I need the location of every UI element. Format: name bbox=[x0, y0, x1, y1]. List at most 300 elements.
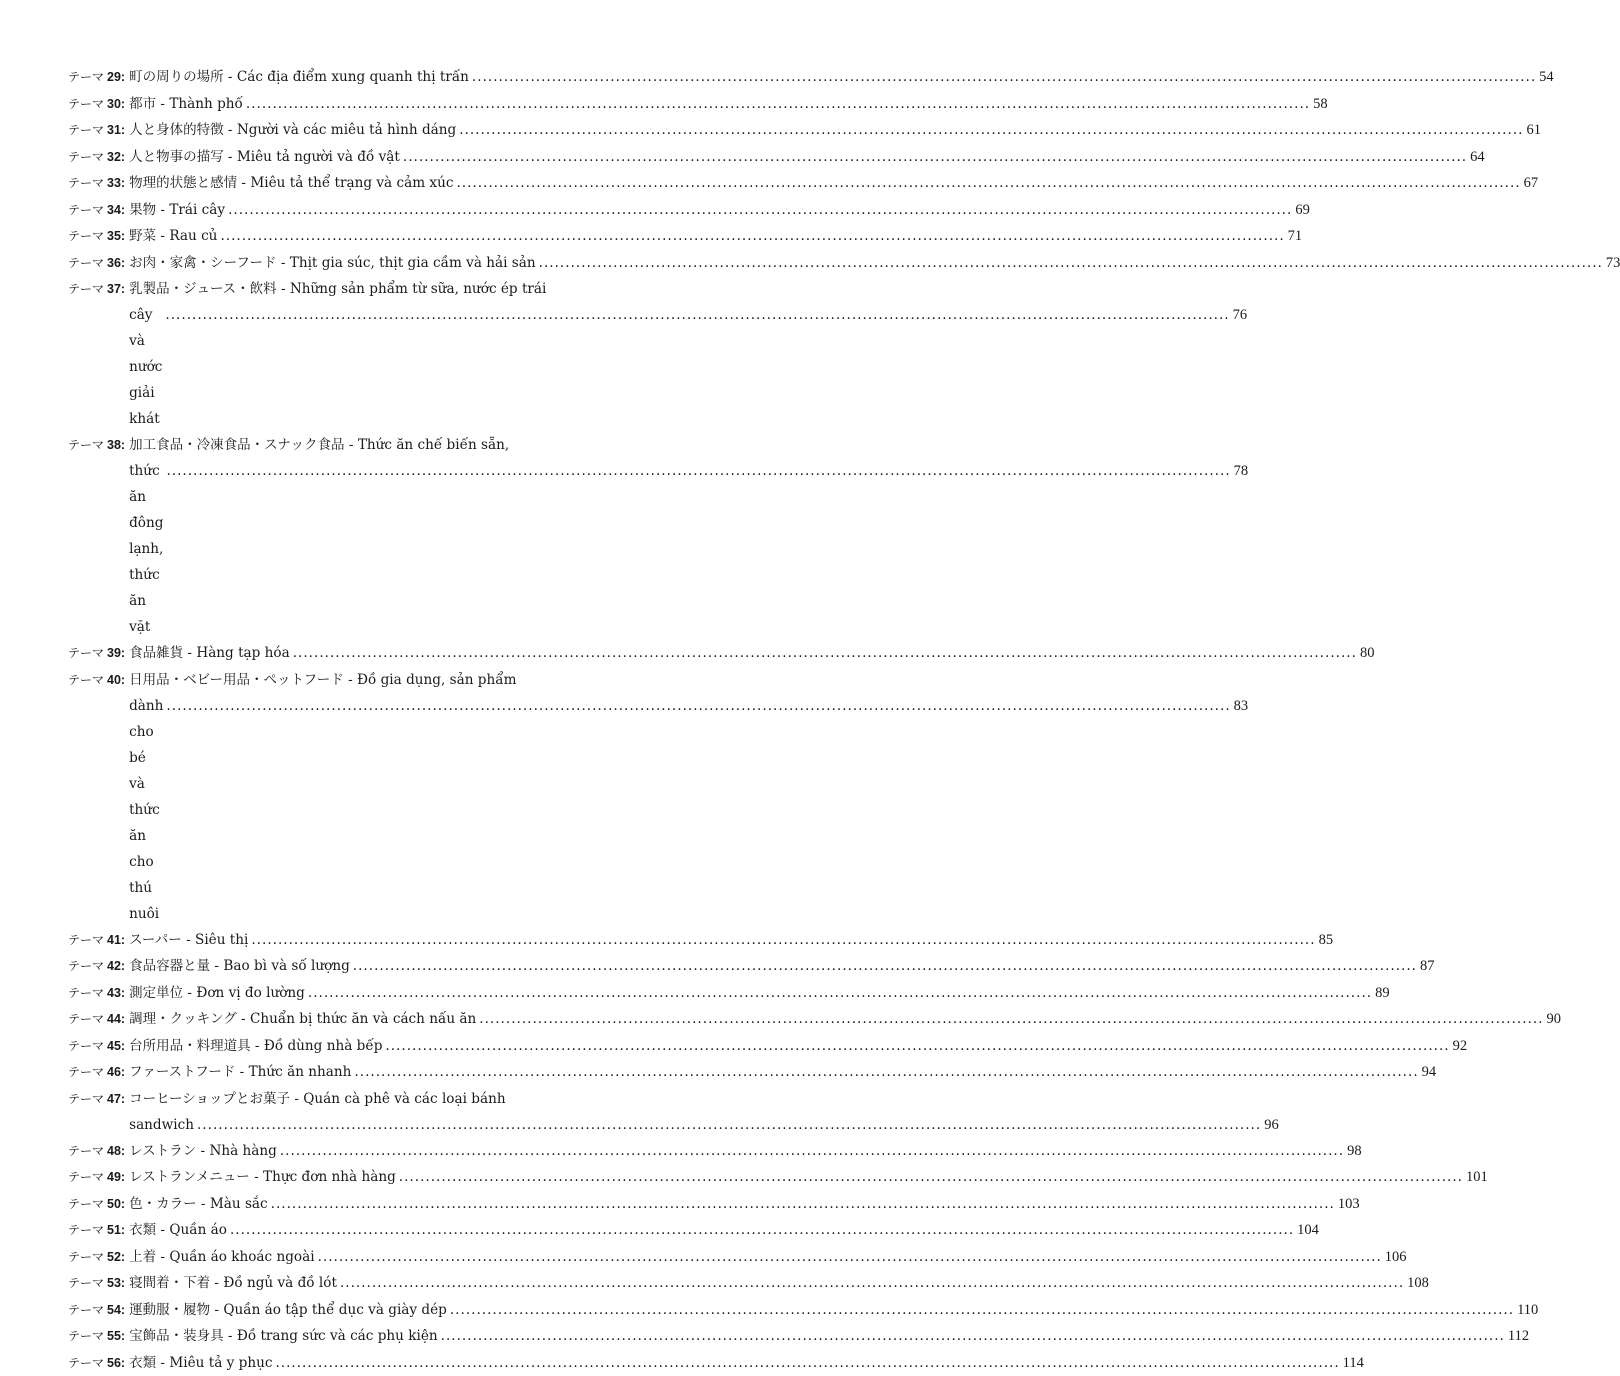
entry-body bbox=[129, 927, 626, 954]
entry-title bbox=[129, 1006, 476, 1033]
page-number: 90 bbox=[1546, 1006, 1561, 1033]
entry-body bbox=[129, 1164, 626, 1191]
title-separator: - bbox=[210, 1302, 223, 1318]
theme-prefix: テーマ bbox=[68, 986, 104, 1000]
title-japanese: 都市 bbox=[129, 96, 156, 112]
toc-entry-42[interactable] bbox=[68, 953, 626, 980]
title-vietnamese: Quần áo khoác ngoài bbox=[169, 1249, 314, 1265]
theme-prefix: テーマ bbox=[68, 229, 104, 243]
theme-num: 29: bbox=[107, 70, 125, 84]
title-japanese: 衣類 bbox=[129, 1355, 156, 1371]
dot-leader bbox=[271, 1191, 1335, 1218]
theme-number bbox=[68, 1086, 125, 1113]
toc-entry-40[interactable] bbox=[68, 667, 626, 927]
entry-title bbox=[129, 1086, 1279, 1112]
entry-title bbox=[129, 1138, 277, 1165]
theme-number bbox=[68, 640, 125, 667]
title-japanese: 町の周りの場所 bbox=[129, 69, 224, 85]
entry-title bbox=[129, 223, 217, 250]
toc-entry-34[interactable] bbox=[68, 197, 626, 224]
entry-body bbox=[129, 144, 626, 171]
title-japanese: コーヒーショップとお菓子 bbox=[129, 1091, 290, 1107]
page-number: 110 bbox=[1517, 1297, 1538, 1324]
theme-prefix: テーマ bbox=[68, 1092, 104, 1106]
entry-title bbox=[129, 64, 469, 91]
title-vietnamese: Chuẩn bị thức ăn và cách nấu ăn bbox=[250, 1011, 476, 1027]
page-number: 67 bbox=[1524, 170, 1539, 197]
dot-leader bbox=[230, 1217, 1294, 1244]
title-vietnamese: Rau củ bbox=[169, 228, 217, 244]
title-vietnamese: Miêu tả thể trạng và cảm xúc bbox=[250, 175, 453, 191]
title-separator: - bbox=[197, 1196, 210, 1212]
theme-num: 55: bbox=[107, 1329, 125, 1343]
toc-entry-56[interactable] bbox=[68, 1350, 626, 1376]
toc-entry-49[interactable] bbox=[68, 1164, 626, 1191]
table-of-contents bbox=[68, 64, 626, 1376]
page-number: 103 bbox=[1338, 1191, 1360, 1218]
title-separator: - bbox=[183, 645, 196, 661]
title-separator: - bbox=[156, 1222, 169, 1238]
title-japanese: お肉・家禽・シーフード bbox=[129, 255, 276, 271]
theme-number bbox=[68, 1323, 125, 1350]
title-continuation: dành cho bé và thức ăn cho thú nuôi bbox=[129, 693, 163, 927]
theme-prefix: テーマ bbox=[68, 1250, 104, 1264]
title-vietnamese: Siêu thị bbox=[195, 932, 248, 948]
theme-num: 51: bbox=[107, 1223, 125, 1237]
title-japanese: 宝飾品・装身具 bbox=[129, 1328, 224, 1344]
entry-title bbox=[129, 432, 1248, 458]
title-separator: - bbox=[156, 1355, 169, 1371]
title-japanese: スーパー bbox=[129, 932, 182, 948]
title-japanese: 乳製品・ジュース・飲料 bbox=[129, 281, 277, 297]
dot-leader bbox=[479, 1006, 1543, 1033]
entry-body bbox=[129, 1350, 626, 1376]
title-japanese: 衣類 bbox=[129, 1222, 156, 1238]
dot-leader bbox=[399, 1164, 1463, 1191]
entry-body bbox=[129, 223, 626, 250]
entry-body bbox=[129, 170, 626, 197]
theme-num: 56: bbox=[107, 1356, 125, 1370]
entry-title bbox=[129, 953, 350, 980]
entry-title bbox=[129, 170, 453, 197]
theme-number bbox=[68, 144, 125, 171]
theme-prefix: テーマ bbox=[68, 1039, 104, 1053]
entry-title bbox=[129, 1297, 447, 1324]
title-vietnamese: Bao bì và số lượng bbox=[223, 958, 349, 974]
title-japanese: 野菜 bbox=[129, 228, 156, 244]
theme-number bbox=[68, 432, 125, 459]
title-japanese: 寝間着・下着 bbox=[129, 1275, 210, 1291]
toc-entry-54[interactable] bbox=[68, 1297, 626, 1324]
page-number: 54 bbox=[1539, 64, 1554, 91]
theme-num: 36: bbox=[107, 256, 125, 270]
title-japanese: レストランメニュー bbox=[129, 1169, 250, 1185]
title-vietnamese: Miêu tả người và đồ vật bbox=[237, 149, 400, 165]
title-japanese: 加工食品・冷凍食品・スナック食品 bbox=[129, 437, 344, 453]
theme-number bbox=[68, 1006, 125, 1033]
page-number: 101 bbox=[1466, 1164, 1488, 1191]
theme-number bbox=[68, 170, 125, 197]
dot-leader bbox=[228, 197, 1292, 224]
entry-body bbox=[129, 432, 1248, 640]
entry-body bbox=[129, 91, 626, 118]
page-number: 69 bbox=[1295, 197, 1310, 224]
entry-title bbox=[129, 276, 1247, 302]
theme-prefix: テーマ bbox=[68, 1012, 104, 1026]
theme-num: 32: bbox=[107, 150, 125, 164]
entry-body bbox=[129, 1244, 626, 1271]
title-separator: - bbox=[156, 1249, 169, 1265]
theme-number bbox=[68, 117, 125, 144]
entry-title bbox=[129, 1323, 438, 1350]
title-japanese: 果物 bbox=[129, 202, 156, 218]
entry-body bbox=[129, 276, 1247, 432]
theme-prefix: テーマ bbox=[68, 646, 104, 660]
title-vietnamese: Thức ăn nhanh bbox=[249, 1064, 352, 1080]
theme-num: 49: bbox=[107, 1170, 125, 1184]
theme-num: 53: bbox=[107, 1276, 125, 1290]
entry-title bbox=[129, 980, 305, 1007]
dot-leader bbox=[275, 1350, 1339, 1376]
toc-entry-50[interactable] bbox=[68, 1191, 626, 1218]
entry-title bbox=[129, 1033, 382, 1060]
title-japanese: 日用品・ベビー用品・ペットフード bbox=[129, 672, 344, 688]
toc-entry-53[interactable] bbox=[68, 1270, 626, 1297]
title-japanese: 人と身体的特徴 bbox=[129, 122, 224, 138]
toc-entry-39[interactable] bbox=[68, 640, 626, 667]
theme-number bbox=[68, 1244, 125, 1271]
dot-leader bbox=[472, 64, 1536, 91]
theme-prefix: テーマ bbox=[68, 203, 104, 217]
page-number: 104 bbox=[1297, 1217, 1319, 1244]
theme-prefix: テーマ bbox=[68, 1303, 104, 1317]
entry-title-line2 bbox=[129, 302, 1247, 432]
entry-body bbox=[129, 640, 626, 667]
title-separator: - bbox=[345, 437, 358, 453]
toc-entry-45[interactable] bbox=[68, 1033, 626, 1060]
title-vietnamese: Người và các miêu tả hình dáng bbox=[237, 122, 456, 138]
dot-leader bbox=[354, 1059, 1418, 1086]
entry-title bbox=[129, 927, 248, 954]
title-separator: - bbox=[210, 958, 223, 974]
entry-title bbox=[129, 197, 225, 224]
title-japanese: 色・カラー bbox=[129, 1196, 197, 1212]
dot-leader bbox=[246, 91, 1310, 118]
theme-number bbox=[68, 276, 125, 303]
entry-title bbox=[129, 91, 243, 118]
theme-prefix: テーマ bbox=[68, 1197, 104, 1211]
toc-entry-33[interactable] bbox=[68, 170, 626, 197]
entry-title bbox=[129, 1217, 227, 1244]
entry-body bbox=[129, 1270, 626, 1297]
theme-num: 46: bbox=[107, 1065, 125, 1079]
title-japanese: 人と物事の描写 bbox=[129, 149, 224, 165]
entry-body bbox=[129, 197, 626, 224]
theme-num: 39: bbox=[107, 646, 125, 660]
dot-leader bbox=[166, 693, 1230, 719]
title-vietnamese: Đơn vị đo lường bbox=[196, 985, 305, 1001]
entry-title bbox=[129, 250, 536, 277]
theme-number bbox=[68, 667, 125, 694]
title-separator: - bbox=[156, 228, 169, 244]
title-separator: - bbox=[250, 1169, 263, 1185]
dot-leader bbox=[251, 927, 1315, 954]
title-separator: - bbox=[290, 1091, 303, 1107]
theme-number bbox=[68, 1270, 125, 1297]
dot-leader bbox=[280, 1138, 1344, 1165]
title-continuation: cây và nước giải khát bbox=[129, 302, 162, 432]
title-japanese: 台所用品・料理道具 bbox=[129, 1038, 251, 1054]
entry-body bbox=[129, 667, 1248, 927]
theme-number bbox=[68, 64, 125, 91]
page-number: 71 bbox=[1288, 223, 1303, 250]
toc-entry-52[interactable] bbox=[68, 1244, 626, 1271]
title-continuation: thức ăn đông lạnh, thức ăn vặt bbox=[129, 458, 163, 640]
toc-entry-48[interactable] bbox=[68, 1138, 626, 1165]
dot-leader bbox=[441, 1323, 1505, 1350]
toc-entry-30[interactable] bbox=[68, 91, 626, 118]
title-vietnamese: Đồ dùng nhà bếp bbox=[264, 1038, 383, 1054]
theme-prefix: テーマ bbox=[68, 150, 104, 164]
entry-body bbox=[129, 953, 626, 980]
theme-prefix: テーマ bbox=[68, 256, 104, 270]
dot-leader bbox=[403, 144, 1467, 171]
page-number: 89 bbox=[1375, 980, 1390, 1007]
dot-leader bbox=[220, 223, 1284, 250]
entry-title bbox=[129, 1059, 351, 1086]
page-number: 114 bbox=[1343, 1350, 1364, 1376]
title-separator: - bbox=[224, 149, 237, 165]
theme-prefix: テーマ bbox=[68, 1276, 104, 1290]
toc-entry-29[interactable] bbox=[68, 64, 626, 91]
title-separator: - bbox=[183, 985, 196, 1001]
theme-prefix: テーマ bbox=[68, 1356, 104, 1370]
toc-entry-36[interactable] bbox=[68, 250, 626, 277]
page-number: 61 bbox=[1526, 117, 1541, 144]
entry-title bbox=[129, 640, 290, 667]
entry-body bbox=[129, 117, 626, 144]
toc-entry-31[interactable] bbox=[68, 117, 626, 144]
dot-leader bbox=[353, 953, 1417, 980]
entry-body bbox=[129, 1191, 626, 1218]
theme-prefix: テーマ bbox=[68, 176, 104, 190]
theme-number bbox=[68, 197, 125, 224]
title-vietnamese: Thành phố bbox=[169, 96, 243, 112]
title-japanese: 食品雑貨 bbox=[129, 645, 183, 661]
theme-prefix: テーマ bbox=[68, 97, 104, 111]
dot-leader bbox=[165, 302, 1229, 328]
entry-title bbox=[129, 1350, 272, 1376]
entry-title bbox=[129, 667, 1248, 693]
title-separator: - bbox=[182, 932, 195, 948]
entry-body bbox=[129, 1217, 626, 1244]
title-separator: - bbox=[156, 202, 169, 218]
toc-entry-43[interactable] bbox=[68, 980, 626, 1007]
title-vietnamese: Miêu tả y phục bbox=[169, 1355, 272, 1371]
title-vietnamese: Màu sắc bbox=[210, 1196, 268, 1212]
entry-body bbox=[129, 64, 626, 91]
theme-prefix: テーマ bbox=[68, 1065, 104, 1079]
theme-prefix: テーマ bbox=[68, 70, 104, 84]
title-separator: - bbox=[210, 1275, 223, 1291]
entry-title bbox=[129, 1191, 268, 1218]
toc-entry-51[interactable] bbox=[68, 1217, 626, 1244]
theme-number bbox=[68, 927, 125, 954]
entry-body bbox=[129, 1138, 626, 1165]
title-continuation: sandwich bbox=[129, 1112, 194, 1138]
entry-title bbox=[129, 1270, 337, 1297]
page-number: 108 bbox=[1407, 1270, 1429, 1297]
page-number: 58 bbox=[1313, 91, 1328, 118]
entry-body bbox=[129, 250, 626, 277]
title-vietnamese: Thức ăn chế biến sẵn, bbox=[358, 437, 509, 453]
dot-leader bbox=[450, 1297, 1514, 1324]
theme-number bbox=[68, 1138, 125, 1165]
title-japanese: 上着 bbox=[129, 1249, 156, 1265]
theme-num: 33: bbox=[107, 176, 125, 190]
title-separator: - bbox=[235, 1064, 248, 1080]
title-separator: - bbox=[196, 1143, 209, 1159]
theme-number bbox=[68, 1033, 125, 1060]
entry-body bbox=[129, 980, 626, 1007]
theme-number bbox=[68, 223, 125, 250]
entry-title-line2 bbox=[129, 1112, 1279, 1138]
title-separator: - bbox=[344, 672, 357, 688]
page-number: 96 bbox=[1264, 1112, 1279, 1138]
title-separator: - bbox=[237, 175, 250, 191]
title-japanese: 物理的状態と感情 bbox=[129, 175, 237, 191]
entry-title bbox=[129, 1164, 396, 1191]
page-number: 98 bbox=[1347, 1138, 1362, 1165]
entry-title bbox=[129, 144, 400, 171]
page-number: 85 bbox=[1319, 927, 1334, 954]
theme-num: 38: bbox=[107, 438, 125, 452]
title-separator: - bbox=[224, 122, 237, 138]
entry-title bbox=[129, 117, 456, 144]
theme-prefix: テーマ bbox=[68, 933, 104, 947]
title-japanese: 運動服・履物 bbox=[129, 1302, 210, 1318]
theme-num: 48: bbox=[107, 1144, 125, 1158]
theme-prefix: テーマ bbox=[68, 959, 104, 973]
theme-num: 50: bbox=[107, 1197, 125, 1211]
entry-body bbox=[129, 1059, 626, 1086]
title-vietnamese: Đồ ngủ và đồ lót bbox=[223, 1275, 337, 1291]
page-number: 83 bbox=[1234, 693, 1249, 719]
theme-number bbox=[68, 1217, 125, 1244]
title-vietnamese: Đồ gia dụng, sản phẩm bbox=[357, 672, 516, 688]
title-japanese: レストラン bbox=[129, 1143, 196, 1159]
title-separator: - bbox=[224, 69, 237, 85]
title-separator: - bbox=[224, 1328, 237, 1344]
page-number: 87 bbox=[1420, 953, 1435, 980]
page-number: 112 bbox=[1508, 1323, 1529, 1350]
page-number: 64 bbox=[1470, 144, 1485, 171]
theme-num: 42: bbox=[107, 959, 125, 973]
page-number: 78 bbox=[1234, 458, 1249, 484]
theme-prefix: テーマ bbox=[68, 1223, 104, 1237]
entry-title bbox=[129, 1244, 314, 1271]
toc-entry-46[interactable] bbox=[68, 1059, 626, 1086]
theme-number bbox=[68, 1350, 125, 1376]
dot-leader bbox=[456, 170, 1520, 197]
theme-num: 43: bbox=[107, 986, 125, 1000]
title-japanese: 食品容器と量 bbox=[129, 958, 210, 974]
theme-prefix: テーマ bbox=[68, 123, 104, 137]
page-number: 80 bbox=[1360, 640, 1375, 667]
title-japanese: ファーストフード bbox=[129, 1064, 235, 1080]
theme-num: 30: bbox=[107, 97, 125, 111]
title-vietnamese: Thịt gia súc, thịt gia cầm và hải sản bbox=[290, 255, 536, 271]
entry-body bbox=[129, 1086, 1279, 1138]
page-number: 73 bbox=[1606, 250, 1620, 277]
toc-entry-38[interactable] bbox=[68, 432, 626, 640]
theme-num: 47: bbox=[107, 1092, 125, 1106]
theme-num: 44: bbox=[107, 1012, 125, 1026]
theme-prefix: テーマ bbox=[68, 1329, 104, 1343]
page-number: 106 bbox=[1385, 1244, 1407, 1271]
title-vietnamese: Trái cây bbox=[169, 202, 225, 218]
toc-entry-55[interactable] bbox=[68, 1323, 626, 1350]
entry-body bbox=[129, 1323, 626, 1350]
title-separator: - bbox=[277, 281, 290, 297]
title-vietnamese: Các địa điểm xung quanh thị trấn bbox=[237, 69, 469, 85]
toc-entry-35[interactable] bbox=[68, 223, 626, 250]
theme-number bbox=[68, 1059, 125, 1086]
title-separator: - bbox=[251, 1038, 264, 1054]
theme-number bbox=[68, 953, 125, 980]
dot-leader bbox=[166, 458, 1230, 484]
dot-leader bbox=[197, 1112, 1261, 1138]
toc-entry-47[interactable] bbox=[68, 1086, 626, 1138]
toc-entry-32[interactable] bbox=[68, 144, 626, 171]
theme-num: 41: bbox=[107, 933, 125, 947]
theme-prefix: テーマ bbox=[68, 673, 104, 687]
dot-leader bbox=[318, 1244, 1382, 1271]
title-vietnamese: Những sản phẩm từ sữa, nước ép trái bbox=[290, 281, 546, 297]
theme-prefix: テーマ bbox=[68, 438, 104, 452]
theme-num: 45: bbox=[107, 1039, 125, 1053]
title-japanese: 調理・クッキング bbox=[129, 1011, 237, 1027]
toc-entry-44[interactable] bbox=[68, 1006, 626, 1033]
theme-num: 37: bbox=[107, 282, 125, 296]
theme-num: 54: bbox=[107, 1303, 125, 1317]
theme-number bbox=[68, 1191, 125, 1218]
theme-number bbox=[68, 1164, 125, 1191]
entry-title-line2 bbox=[129, 693, 1248, 927]
toc-entry-37[interactable] bbox=[68, 276, 626, 432]
theme-number bbox=[68, 91, 125, 118]
theme-num: 52: bbox=[107, 1250, 125, 1264]
title-separator: - bbox=[156, 96, 169, 112]
dot-leader bbox=[539, 250, 1603, 277]
title-vietnamese: Quần áo bbox=[169, 1222, 227, 1238]
dot-leader bbox=[293, 640, 1357, 667]
page-number: 92 bbox=[1453, 1033, 1468, 1060]
entry-title-line2 bbox=[129, 458, 1248, 640]
entry-body bbox=[129, 1033, 626, 1060]
theme-number bbox=[68, 250, 125, 277]
title-vietnamese: Thực đơn nhà hàng bbox=[263, 1169, 396, 1185]
theme-number bbox=[68, 980, 125, 1007]
toc-entry-41[interactable] bbox=[68, 927, 626, 954]
title-separator: - bbox=[237, 1011, 250, 1027]
title-vietnamese: Hàng tạp hóa bbox=[196, 645, 289, 661]
entry-body bbox=[129, 1006, 626, 1033]
dot-leader bbox=[308, 980, 1372, 1007]
theme-num: 34: bbox=[107, 203, 125, 217]
title-vietnamese: Đồ trang sức và các phụ kiện bbox=[237, 1328, 438, 1344]
theme-num: 35: bbox=[107, 229, 125, 243]
